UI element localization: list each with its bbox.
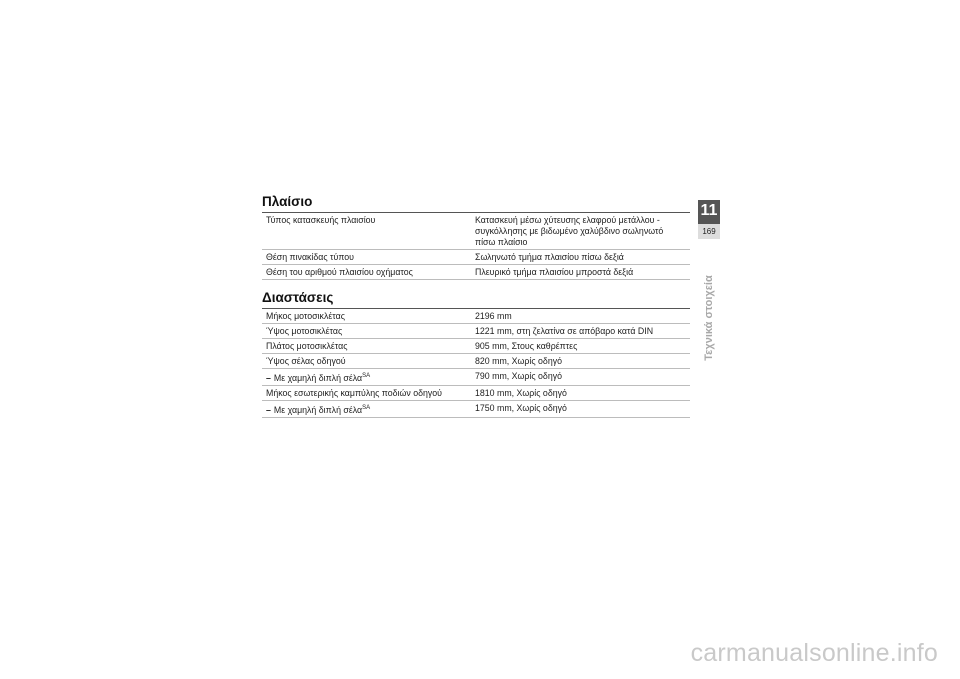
sa-marker: SA <box>362 405 371 411</box>
section-title-dimensions: Διαστάσεις <box>262 290 334 305</box>
row-value: 1750 mm, Χωρίς οδηγό <box>475 403 567 413</box>
row-label: Θέση του αριθμού πλαισίου οχήματος <box>266 267 413 277</box>
row-value: Κατασκευή μέσω χύτευσης ελαφρού μετάλλου - συγκόλλησης με βιδωμένο χαλύβδινο σωληνωτό πίσω πλαίσιο <box>475 215 664 247</box>
watermark: carmanualsonline.info <box>690 639 938 667</box>
row-value: 1221 mm, στη ζελατίνα σε απόβαρο κατά DIN <box>475 326 654 336</box>
row-label-text: Με χαμηλή διπλή σέλα <box>273 405 363 415</box>
row-label-text: Με χαμηλή διπλή σέλα <box>273 373 363 383</box>
row-label: Μήκος μοτοσικλέτας <box>266 311 345 321</box>
table-row <box>262 386 690 401</box>
row-value: Πλευρικό τμήμα πλαισίου μπροστά δεξιά <box>475 267 634 277</box>
chapter-tab <box>698 200 720 239</box>
row-label: Πλάτος μοτοσικλέτας <box>266 341 348 351</box>
table-row <box>262 213 690 250</box>
table-row <box>262 324 690 339</box>
row-value: Σωληνωτό τμήμα πλαισίου πίσω δεξιά <box>475 252 624 262</box>
chapter-number: 11 <box>700 202 718 219</box>
table-row <box>262 265 690 280</box>
row-label: Ύψος σέλας οδηγού <box>266 356 346 366</box>
page-number: 169 <box>698 224 720 239</box>
table-row <box>262 369 690 386</box>
sa-marker: SA <box>362 373 371 379</box>
row-label: Θέση πινακίδας τύπου <box>266 252 354 262</box>
table-row <box>262 309 690 324</box>
dash-marker: – <box>266 405 271 415</box>
row-value: 1810 mm, Χωρίς οδηγό <box>475 388 567 398</box>
row-label: Ύψος μοτοσικλέτας <box>266 326 343 336</box>
frame-table <box>262 212 690 280</box>
section-title-frame: Πλαίσιο <box>262 194 313 209</box>
dash-marker: – <box>266 373 271 383</box>
row-label-sub <box>262 401 471 417</box>
table-row <box>262 250 690 265</box>
row-value: 905 mm, Στους καθρέπτες <box>475 341 578 351</box>
side-chapter-label: Τεχνικά στοιχεία <box>703 275 715 361</box>
content-area <box>262 194 690 418</box>
table-row <box>262 339 690 354</box>
row-value: 790 mm, Χωρίς οδηγό <box>475 371 563 381</box>
row-label: Τύπος κατασκευής πλαισίου <box>266 215 376 225</box>
row-value: 2196 mm <box>475 311 512 321</box>
row-label-sub <box>262 369 471 385</box>
row-label: Μήκος εσωτερικής καμπύλης ποδιών οδηγού <box>266 388 442 398</box>
dimensions-table <box>262 308 690 418</box>
row-value: 820 mm, Χωρίς οδηγό <box>475 356 563 366</box>
table-row <box>262 354 690 369</box>
table-row <box>262 401 690 418</box>
